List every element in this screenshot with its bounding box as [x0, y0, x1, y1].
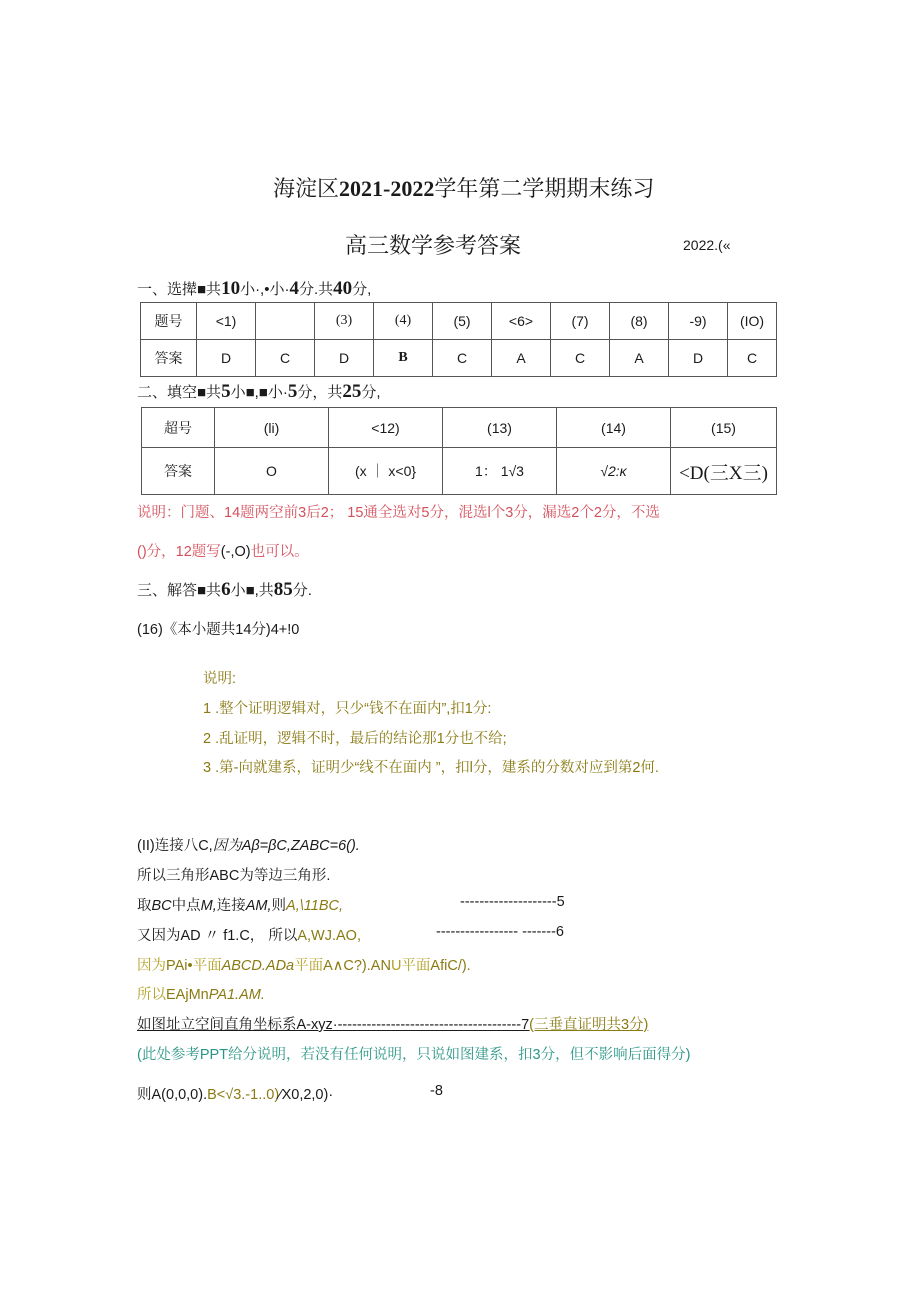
heading-text: 分, — [352, 281, 372, 298]
score-marker-8: -8 — [430, 1083, 443, 1099]
answer-cell: B — [374, 340, 433, 377]
heading-text: 分，共 — [297, 384, 343, 401]
question-number: (15) — [671, 408, 777, 448]
solution-text: 平面 — [294, 958, 324, 974]
answer-cell: D — [669, 340, 728, 377]
answer-cell: 1： 1√3 — [443, 448, 557, 495]
solution-text: 因为Aβ=βC,ZABC=6(). — [212, 838, 360, 854]
grading-note-item: 2 .乱证明，逻辑不时，最后的结论那1分也不给; — [203, 731, 507, 747]
solution-text: A∧C?).AN — [323, 958, 391, 974]
solution-text: ⁄X0,2,0)· — [279, 1087, 334, 1103]
heading-number: 40 — [333, 278, 353, 299]
document-title — [273, 172, 654, 203]
answer-cell: A — [492, 340, 551, 377]
answer-cell: C — [551, 340, 610, 377]
answer-cell: C — [728, 340, 777, 377]
solution-text: AfiC/). — [430, 958, 471, 974]
question-number: (5) — [433, 303, 492, 340]
solution-text: 取 — [137, 898, 152, 914]
title-years: 2021-2022 — [339, 176, 435, 201]
answer-cell: √2:κ — [557, 448, 671, 495]
solution-text: 如图址立空间直角坐标系A-xyz·--------------------------------------7 — [137, 1017, 530, 1033]
question-number: (7) — [551, 303, 610, 340]
question-number: <6> — [492, 303, 551, 340]
solution-text: (II)连接八C, — [137, 838, 213, 854]
row-label: 答案 — [142, 448, 215, 495]
solution-text: 平面 — [192, 958, 222, 974]
section1-heading — [137, 278, 371, 300]
solution-line — [137, 1013, 648, 1034]
grading-notes-title: 说明: — [203, 671, 237, 687]
heading-text: 小■,共 — [230, 582, 274, 599]
question-number: -9) — [669, 303, 728, 340]
question-number: <1) — [197, 303, 256, 340]
title-prefix: 海淀区 — [273, 176, 340, 201]
solution-text: (三垂直证明共3分) — [529, 1017, 649, 1033]
solution-line — [137, 983, 265, 1004]
answer-cell: C — [433, 340, 492, 377]
score-marker-6: ----------------- -------6 — [436, 924, 564, 940]
solution-line — [137, 924, 361, 945]
fill-blank-note-line1: 说明：门题、14题两空前3后2； 15通全选对5分，混选l个3分，漏选2个2分，不选 — [137, 505, 660, 521]
heading-text: 二、填空■共 — [137, 384, 222, 401]
heading-text: 分. — [292, 582, 312, 599]
solution-text: M, — [200, 898, 217, 914]
solution-text: 则A(0,0,0). — [137, 1087, 208, 1103]
heading-number: 85 — [273, 579, 293, 600]
table-row-answers — [141, 340, 777, 377]
row-label: 超号 — [142, 408, 215, 448]
question-number — [256, 303, 315, 340]
answer-cell: <D(三X三) — [671, 448, 777, 495]
document-subtitle: 高三数学参考答案 — [345, 233, 522, 258]
score-marker-5: --------------------5 — [460, 894, 565, 910]
answer-cell: O — [215, 448, 329, 495]
answer-cell: C — [256, 340, 315, 377]
question-number: (8) — [610, 303, 669, 340]
table-row-answers — [142, 448, 777, 495]
solution-text: B<√3.-1..0) — [207, 1087, 280, 1103]
solution-text: AM, — [245, 898, 272, 914]
choice-answer-table — [140, 302, 777, 377]
solution-text: 中点 — [171, 898, 201, 914]
solution-text: U平面 — [390, 958, 431, 974]
answer-cell: D — [197, 340, 256, 377]
answer-cell: A — [610, 340, 669, 377]
solution-line — [137, 954, 471, 975]
heading-text: 小■,■小· — [230, 384, 288, 401]
question-number: (13) — [443, 408, 557, 448]
note-text: ()分，12题写 — [137, 544, 221, 560]
solution-line — [137, 1083, 333, 1104]
section3-heading — [137, 579, 312, 601]
answer-cell: (x ｜ x<0} — [329, 448, 443, 495]
note-text: 也可以。 — [250, 544, 309, 560]
question-number: (14) — [557, 408, 671, 448]
solution-text: A,WJ.AO, — [297, 928, 361, 944]
document-date: 2022.(« — [683, 237, 731, 253]
heading-number: 5 — [221, 381, 231, 402]
fill-blank-answer-table — [141, 407, 777, 495]
solution-text: 因为 — [137, 958, 166, 974]
solution-text: 所以 — [137, 987, 166, 1003]
solution-text: A,\11BC, — [286, 898, 343, 914]
heading-number: 10 — [221, 278, 241, 299]
grading-note-teal: (此处参考PPT给分说明，若没有任何说明，只说如图建系，扣3分，但不影响后面得分) — [137, 1047, 691, 1063]
solution-line: 所以三角形ABC为等边三角形. — [137, 868, 331, 884]
heading-text: 分, — [361, 384, 381, 401]
table-row-numbers — [141, 303, 777, 340]
fill-blank-note-line2 — [137, 540, 309, 561]
question-16-heading: (16)《本小题共14分)4+!0 — [137, 622, 300, 638]
heading-text: 小·,•小· — [240, 281, 290, 298]
question-number: (4) — [374, 303, 433, 340]
solution-text: PA1.AM. — [208, 987, 265, 1003]
solution-text: 又因为AD 〃 f1.C， 所以 — [137, 928, 298, 944]
question-number: (3) — [315, 303, 374, 340]
heading-number: 6 — [221, 579, 231, 600]
heading-number: 5 — [287, 381, 298, 402]
note-text: (-,O) — [220, 544, 251, 560]
heading-text: 三、解答■共 — [137, 582, 222, 599]
grading-note-item: 3 .第-向就建系，证明少“线不在面内 ”，扣l分，建系的分数对应到第2何. — [203, 760, 659, 776]
solution-text: ABCD.ADa — [221, 958, 295, 974]
solution-line — [137, 834, 360, 855]
solution-text: PAi• — [166, 958, 193, 974]
solution-line — [137, 894, 343, 915]
title-suffix: 学年第二学期期末练习 — [434, 176, 655, 201]
solution-text: BC — [151, 898, 172, 914]
heading-number: 25 — [342, 381, 362, 402]
table-row-numbers — [142, 408, 777, 448]
solution-text: 连接 — [216, 898, 246, 914]
question-number: <12) — [329, 408, 443, 448]
solution-text: EAjMn — [166, 987, 209, 1003]
question-number: (IO) — [728, 303, 777, 340]
heading-text: 一、选撵■共 — [137, 281, 222, 298]
section2-heading — [137, 381, 381, 403]
answer-cell: D — [315, 340, 374, 377]
heading-text: 分.共 — [298, 281, 334, 298]
heading-number: 4 — [289, 278, 299, 299]
row-label: 题号 — [141, 303, 197, 340]
grading-note-item: 1 .整个证明逻辑对，只少“钱不在面内”,扣1分: — [203, 701, 492, 717]
question-number: (li) — [215, 408, 329, 448]
row-label: 答案 — [141, 340, 197, 377]
solution-text: 则 — [271, 898, 287, 914]
